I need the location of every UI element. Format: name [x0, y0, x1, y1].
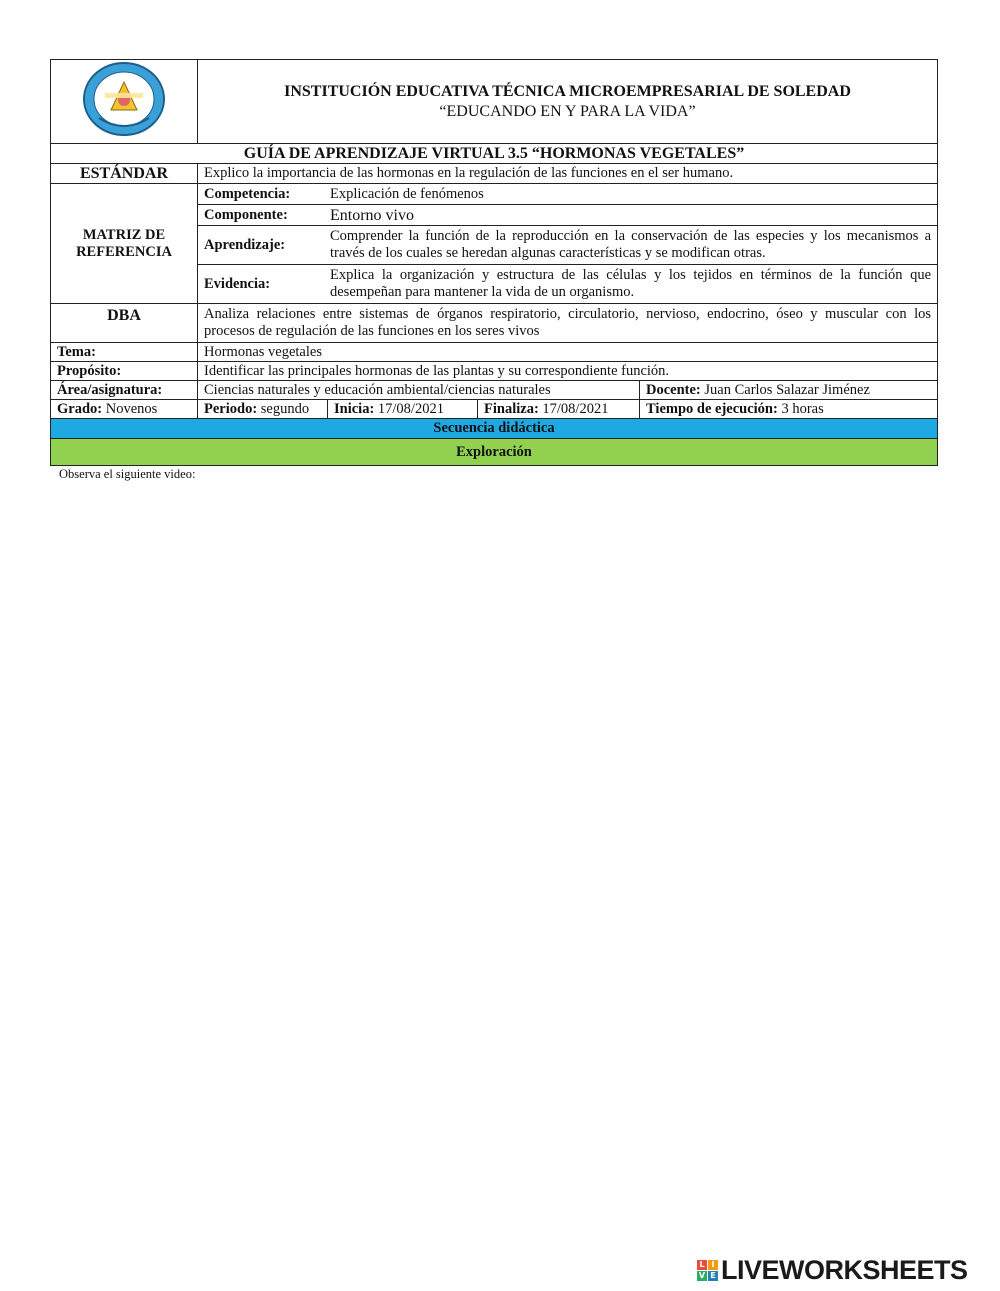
periodo-cell — [198, 400, 328, 419]
docente-label: Docente: — [646, 381, 701, 398]
inicia-cell — [328, 400, 478, 419]
exploracion-banner: Exploración — [51, 439, 938, 466]
finaliza-label: Finaliza: — [484, 400, 539, 417]
badge-letter-e: E — [708, 1271, 718, 1281]
competencia-label: Competencia: — [204, 185, 291, 202]
guide-title: GUÍA DE APRENDIZAJE VIRTUAL 3.5 “HORMONAS VEGETALES” — [51, 144, 938, 164]
tiempo-cell — [640, 400, 938, 419]
grado-value: Novenos — [105, 400, 158, 417]
evidencia-label: Evidencia: — [204, 275, 271, 292]
componente-value: Entorno vivo — [330, 206, 414, 224]
docente-cell — [640, 381, 938, 400]
matriz-label-line1: MATRIZ DE — [82, 226, 166, 243]
tema-label: Tema: — [51, 343, 198, 362]
logo-cell — [51, 60, 198, 144]
school-seal-icon — [81, 60, 167, 138]
proposito-value: Identificar las principales hormonas de las plantas y su correspondiente función. — [198, 362, 938, 381]
competencia-row — [198, 184, 938, 205]
docente-value: Juan Carlos Salazar Jiménez — [704, 381, 870, 398]
worksheet-page — [50, 59, 937, 466]
componente-label: Componente: — [204, 206, 288, 223]
tiempo-value: 3 horas — [781, 400, 824, 417]
badge-letter-i: I — [708, 1260, 718, 1270]
evidencia-row — [198, 265, 938, 304]
grado-cell — [51, 400, 198, 419]
badge-letter-l: L — [697, 1260, 707, 1270]
institution-motto: “EDUCANDO EN Y PARA LA VIDA” — [439, 102, 696, 120]
area-label: Área/asignatura: — [51, 381, 198, 400]
secuencia-banner: Secuencia didáctica — [51, 419, 938, 439]
header-table — [50, 59, 938, 466]
tema-value: Hormonas vegetales — [198, 343, 938, 362]
institution-header — [198, 60, 938, 144]
estandar-text: Explico la importancia de las hormonas en la regulación de las funciones en el ser humano. — [198, 164, 938, 184]
periodo-value: segundo — [260, 400, 310, 417]
estandar-label: ESTÁNDAR — [51, 164, 198, 184]
aprendizaje-value: Comprender la función de la reproducción en la conservación de las especies y los mecanismos a través de los cuales se heredan algunas características y se modifican otras. — [330, 228, 932, 261]
liveworksheets-badge-icon — [697, 1260, 718, 1281]
matriz-label-line2: REFERENCIA — [76, 243, 172, 260]
tiempo-label: Tiempo de ejecución: — [646, 400, 778, 417]
liveworksheets-wordmark: LIVEWORKSHEETS — [721, 1255, 968, 1285]
aprendizaje-row — [198, 226, 938, 265]
periodo-label: Periodo: — [204, 400, 258, 417]
dba-text: Analiza relaciones entre sistemas de órganos respiratorio, circulatorio, nervioso, endocrino, óseo y muscular con los procesos de regulación de las funciones en los seres vivos — [198, 304, 938, 343]
componente-row — [198, 205, 938, 226]
instruction-text: Observa el siguiente video: — [59, 467, 196, 481]
area-value: Ciencias naturales y educación ambiental/ciencias naturales — [198, 381, 640, 400]
institution-name: INSTITUCIÓN EDUCATIVA TÉCNICA MICROEMPRESARIAL DE SOLEDAD — [284, 82, 851, 100]
aprendizaje-label: Aprendizaje: — [204, 236, 286, 253]
badge-letter-v: V — [698, 1271, 706, 1280]
finaliza-cell — [478, 400, 640, 419]
dba-label: DBA — [51, 304, 198, 343]
competencia-value: Explicación de fenómenos — [330, 185, 484, 202]
matriz-label — [51, 184, 198, 304]
grado-label: Grado: — [57, 400, 103, 417]
proposito-label: Propósito: — [51, 362, 198, 381]
finaliza-value: 17/08/2021 — [542, 400, 609, 417]
inicia-value: 17/08/2021 — [377, 400, 444, 417]
inicia-label: Inicia: — [334, 400, 375, 417]
evidencia-value: Explica la organización y estructura de las células y los tejidos en términos de la función que desempeñan para mantener la vida de un organismo. — [330, 267, 932, 300]
liveworksheets-logo — [697, 1255, 968, 1286]
